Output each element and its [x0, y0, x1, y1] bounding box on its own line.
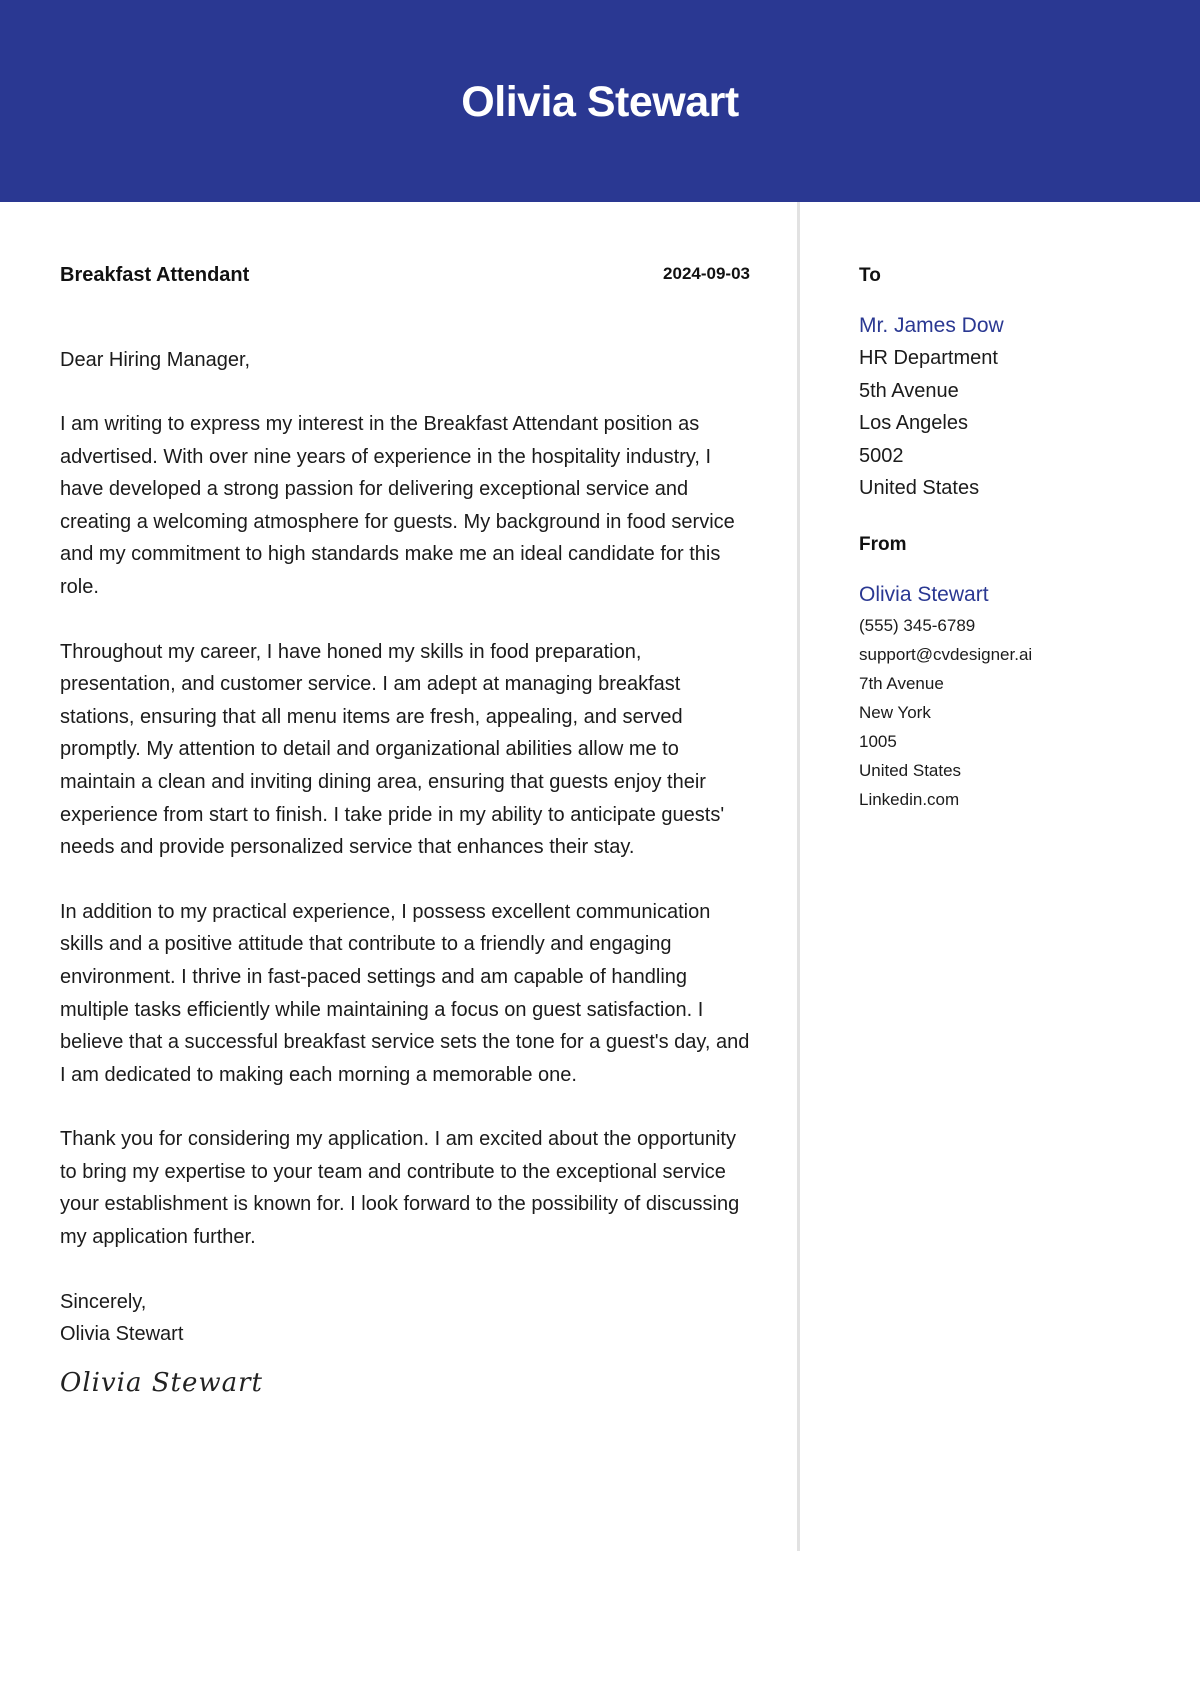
sender-block — [859, 531, 1179, 814]
recipient-department: HR Department — [859, 347, 998, 369]
sender-email: support@cvdesigner.ai — [859, 644, 1033, 664]
to-heading: To — [859, 265, 881, 286]
recipient-block — [859, 262, 1179, 505]
sender-city: New York — [859, 702, 931, 722]
sender-street: 7th Avenue — [859, 673, 944, 693]
applicant-name: Olivia Stewart — [461, 78, 739, 126]
signature: Olivia Stewart — [60, 1367, 263, 1398]
recipient-postcode: 5002 — [859, 444, 904, 467]
paragraph-4: Thank you for considering my application. I am excited about the opportunity to bring my expertise to your team and contribute to the exceptional service your establishment is known for. I look forward to the possibility of discussing my application further. — [60, 1128, 740, 1249]
paragraph-1: I am writing to express my interest in the Breakfast Attendant position as advertised. With over nine years of experience in the hospitality industry, I have developed a strong passion for delivering exceptional service and creating a welcoming atmosphere for guests. My background in food service and my commitment to high standards make me an ideal candidate for this role. — [60, 413, 735, 598]
sender-name: Olivia Stewart — [859, 582, 989, 606]
sender-phone: (555) 345-6789 — [859, 615, 976, 635]
sender-country: United States — [859, 760, 962, 780]
paragraph-2: Throughout my career, I have honed my skills in food preparation, presentation, and customer service. I am adept at managing breakfast stations, ensuring that all menu items are fresh, appealing, and served promptly. My attention to detail and organizational abilities allow me to maintain a clean and inviting dining area, ensuring that guests enjoy their experience from start to finish. I take pride in my ability to anticipate guests' needs and provide personalized service that enhances their stay. — [60, 640, 725, 859]
recipient-street: 5th Avenue — [859, 379, 959, 402]
recipient-name: Mr. James Dow — [859, 314, 1004, 337]
sender-website: Linkedin.com — [859, 789, 960, 809]
closing-name: Olivia Stewart — [60, 1322, 184, 1345]
from-heading: From — [859, 533, 907, 555]
letter-body — [60, 262, 750, 1398]
letter-date: 2024-09-03 — [663, 264, 750, 283]
recipient-country: United States — [859, 477, 980, 500]
closing — [60, 1286, 750, 1350]
job-title: Breakfast Attendant — [60, 264, 250, 286]
column-divider — [797, 202, 800, 1551]
sender-postcode: 1005 — [859, 731, 897, 751]
paragraph-3: In addition to my practical experience, I possess excellent communication skills and a positive attitude that contribute to a friendly and engaging environment. I thrive in fast-paced settings and am capable of handling multiple tasks efficiently while maintaining a focus on guest satisfaction. I believe that a successful breakfast service sets the tone for a guest's day, and I am dedicated to making each morning a memorable one. — [60, 900, 750, 1086]
address-sidebar — [859, 262, 1179, 814]
letter-meta — [60, 262, 750, 294]
salutation: Dear Hiring Manager, — [60, 349, 251, 371]
recipient-city: Los Angeles — [859, 412, 968, 435]
closing-phrase: Sincerely, — [60, 1290, 147, 1313]
page-header — [0, 0, 1200, 202]
